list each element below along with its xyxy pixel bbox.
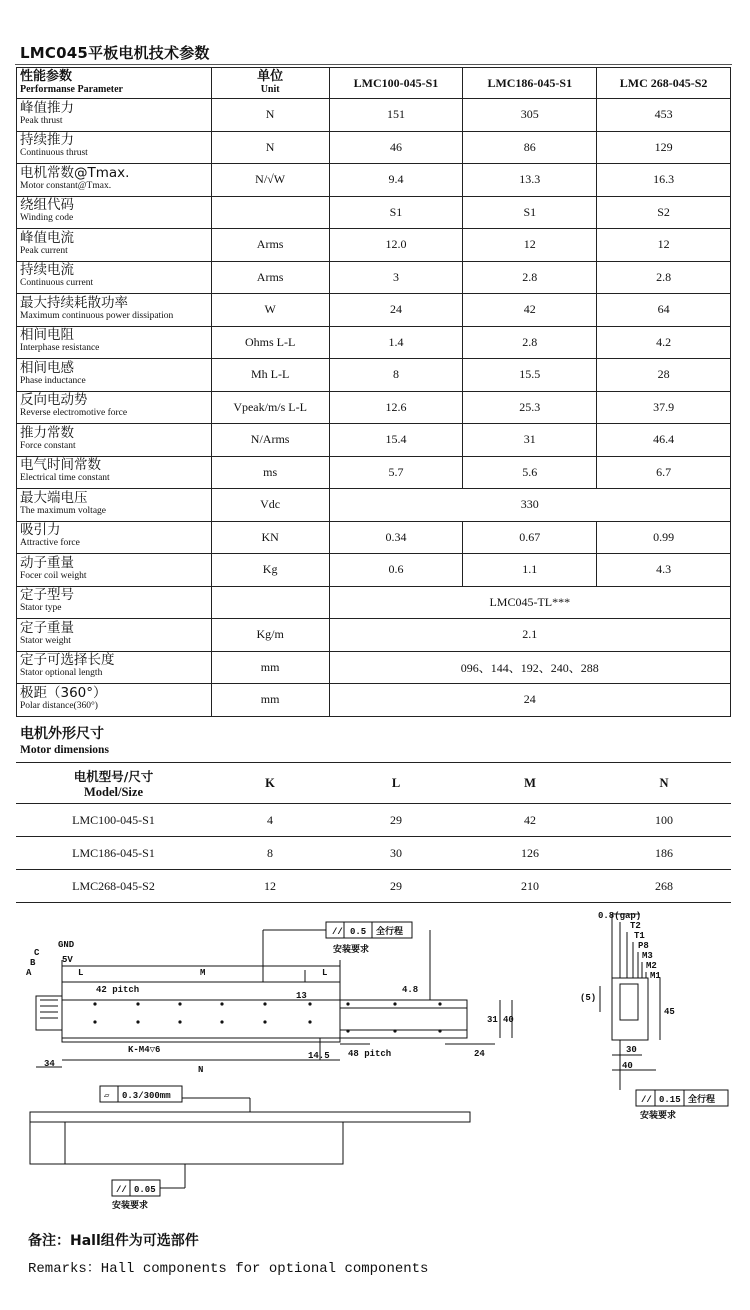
dim-N: N xyxy=(198,1065,204,1075)
spec-header-param: 性能参数 Performanse Parameter xyxy=(17,68,212,99)
dim-14-5: 14.5 xyxy=(308,1051,330,1061)
value-cell: 0.67 xyxy=(463,521,597,554)
value-cell: 2.8 xyxy=(463,326,597,359)
wire-label: GND xyxy=(58,940,75,950)
unit-cell: Vdc xyxy=(211,489,329,522)
dim-4-8: 4.8 xyxy=(402,985,419,995)
value-cell: 2.1 xyxy=(329,619,730,652)
value-cell: 12 xyxy=(597,229,731,262)
param-cell: 推力常数 Force constant xyxy=(17,424,212,457)
dim-value-cell: 186 xyxy=(597,837,731,870)
dim-24: 24 xyxy=(474,1049,485,1059)
unit-cell xyxy=(211,586,329,619)
spec-header-model: LMC 268-045-S2 xyxy=(597,68,731,99)
value-cell: S1 xyxy=(463,196,597,229)
param-cell: 吸引力 Attractive force xyxy=(17,521,212,554)
value-cell: 46 xyxy=(329,131,463,164)
km-label: K-M4▽6 xyxy=(128,1045,161,1055)
dim-value-cell: 210 xyxy=(463,870,597,903)
value-cell: 0.99 xyxy=(597,521,731,554)
unit-cell: Vpeak/m/s L-L xyxy=(211,391,329,424)
dim-value-cell: 42 xyxy=(463,804,597,837)
side-dim-5: (5) xyxy=(580,993,597,1003)
wire-label: B xyxy=(30,958,36,968)
side-dim-30: 30 xyxy=(626,1045,637,1055)
spec-row xyxy=(17,424,731,457)
unit-cell: Ohms L-L xyxy=(211,326,329,359)
value-cell: 12 xyxy=(463,229,597,262)
value-cell: 1.4 xyxy=(329,326,463,359)
value-cell: 64 xyxy=(597,294,731,327)
side-full-travel: 全行程 xyxy=(688,1095,716,1105)
value-cell: 151 xyxy=(329,99,463,132)
value-cell: 2.8 xyxy=(463,261,597,294)
value-cell: 2.8 xyxy=(597,261,731,294)
model-cell: LMC100-045-S1 xyxy=(16,804,211,837)
spec-table xyxy=(16,67,731,717)
param-cell: 持续电流 Continuous current xyxy=(17,261,212,294)
side-label: M2 xyxy=(646,961,657,971)
unit-cell: W xyxy=(211,294,329,327)
param-cell: 反向电动势 Reverse electromotive force xyxy=(17,391,212,424)
value-cell: 4.2 xyxy=(597,326,731,359)
param-cell: 定子重量 Stator weight xyxy=(17,619,212,652)
stator-outline xyxy=(62,1000,467,1038)
dim-34: 34 xyxy=(44,1059,55,1069)
side-label: P8 xyxy=(638,941,649,951)
dims-header-model: 电机型号/尺寸 Model/Size xyxy=(16,763,211,804)
side-tol-value: 0.15 xyxy=(659,1095,681,1105)
dims-header-col: M xyxy=(463,763,597,804)
side-label: T2 xyxy=(630,921,641,931)
stator-front-outline xyxy=(30,1112,470,1122)
connector-outline xyxy=(36,996,62,1030)
param-cell: 定子型号 Stator type xyxy=(17,586,212,619)
unit-cell: Arms xyxy=(211,261,329,294)
wire-label: 5V xyxy=(62,955,73,965)
unit-cell: Arms xyxy=(211,229,329,262)
value-cell: 129 xyxy=(597,131,731,164)
unit-cell: Kg/m xyxy=(211,619,329,652)
dim-value-cell: 29 xyxy=(329,870,463,903)
unit-cell: mm xyxy=(211,651,329,684)
spec-row xyxy=(17,619,731,652)
spec-row xyxy=(17,651,731,684)
unit-cell: N/√W xyxy=(211,164,329,197)
dims-row xyxy=(16,870,731,903)
pitch-42-label: 42 pitch xyxy=(96,985,140,995)
value-cell: 25.3 xyxy=(463,391,597,424)
spec-row xyxy=(17,391,731,424)
spec-row xyxy=(17,554,731,587)
value-cell: 6.7 xyxy=(597,456,731,489)
value-cell: S1 xyxy=(329,196,463,229)
dim-value-cell: 4 xyxy=(211,804,329,837)
remark-cn: 备注：Hall组件为可选部件 xyxy=(28,1233,199,1249)
page-title: LMC045平板电机技术参数 xyxy=(20,44,210,62)
spec-row xyxy=(17,586,731,619)
param-cell: 相间电阻 Interphase resistance xyxy=(17,326,212,359)
value-cell: 15.5 xyxy=(463,359,597,392)
value-cell: 1.1 xyxy=(463,554,597,587)
dims-row xyxy=(16,837,731,870)
spec-row xyxy=(17,131,731,164)
value-cell: S2 xyxy=(597,196,731,229)
value-cell: 16.3 xyxy=(597,164,731,197)
dims-header-col: K xyxy=(211,763,329,804)
value-cell: 24 xyxy=(329,294,463,327)
flat-tol-value: 0.3/300mm xyxy=(122,1091,171,1101)
dim-L-right: L xyxy=(322,968,328,978)
side-label: T1 xyxy=(634,931,645,941)
value-cell: 5.6 xyxy=(463,456,597,489)
unit-cell: KN xyxy=(211,521,329,554)
unit-cell: N/Arms xyxy=(211,424,329,457)
unit-cell: Mh L-L xyxy=(211,359,329,392)
value-cell: 0.34 xyxy=(329,521,463,554)
full-travel-label: 全行程 xyxy=(376,927,404,937)
param-cell: 动子重量 Focer coil weight xyxy=(17,554,212,587)
param-cell: 持续推力 Continuous thrust xyxy=(17,131,212,164)
spec-row xyxy=(17,294,731,327)
dim-M: M xyxy=(200,968,206,978)
value-cell: 28 xyxy=(597,359,731,392)
param-cell: 相间电感 Phase inductance xyxy=(17,359,212,392)
param-cell: 最大持续耗散功率 Maximum continuous power dissipation xyxy=(17,294,212,327)
dims-row xyxy=(16,804,731,837)
spec-header-row xyxy=(17,68,731,99)
spec-row xyxy=(17,196,731,229)
value-cell: 31 xyxy=(463,424,597,457)
param-cell: 极距（360°） Polar distance(360°) xyxy=(17,684,212,717)
spec-row xyxy=(17,489,731,522)
value-cell: 15.4 xyxy=(329,424,463,457)
par-005-value: 0.05 xyxy=(134,1185,156,1195)
value-cell: 12.0 xyxy=(329,229,463,262)
unit-cell: N xyxy=(211,131,329,164)
dim-value-cell: 12 xyxy=(211,870,329,903)
dim-31: 31 xyxy=(487,1015,498,1025)
flat-symbol: ▱ xyxy=(104,1091,110,1101)
param-cell: 定子可选择长度 Stator optional length xyxy=(17,651,212,684)
motor-drawing xyxy=(0,900,750,1220)
dim-value-cell: 100 xyxy=(597,804,731,837)
model-cell: LMC186-045-S1 xyxy=(16,837,211,870)
dim-L-left: L xyxy=(78,968,84,978)
value-cell: LMC045-TL*** xyxy=(329,586,730,619)
dim-40: 40 xyxy=(503,1015,514,1025)
value-cell: 3 xyxy=(329,261,463,294)
unit-cell: Kg xyxy=(211,554,329,587)
side-label: M1 xyxy=(650,971,661,981)
param-cell: 峰值推力 Peak thrust xyxy=(17,99,212,132)
unit-cell xyxy=(211,196,329,229)
param-cell: 峰值电流 Peak current xyxy=(17,229,212,262)
dim-13: 13 xyxy=(296,991,307,1001)
dim-value-cell: 126 xyxy=(463,837,597,870)
side-gap-label: 0.8(gap) xyxy=(598,911,642,921)
wire-label: A xyxy=(26,968,32,978)
value-cell: 86 xyxy=(463,131,597,164)
value-cell: 46.4 xyxy=(597,424,731,457)
tol-value-top: 0.5 xyxy=(350,927,367,937)
value-cell: 37.9 xyxy=(597,391,731,424)
dim-value-cell: 8 xyxy=(211,837,329,870)
value-cell: 24 xyxy=(329,684,730,717)
spec-row xyxy=(17,164,731,197)
value-cell: 4.3 xyxy=(597,554,731,587)
spec-row xyxy=(17,261,731,294)
side-label: M3 xyxy=(642,951,653,961)
install-req-label: 安装要求 xyxy=(333,945,370,955)
dims-header-col: N xyxy=(597,763,731,804)
value-cell: 12.6 xyxy=(329,391,463,424)
param-cell: 最大端电压 The maximum voltage xyxy=(17,489,212,522)
spec-row xyxy=(17,684,731,717)
tol-symbol: // xyxy=(116,1185,127,1195)
param-cell: 电气时间常数 Electrical time constant xyxy=(17,456,212,489)
dim-value-cell: 29 xyxy=(329,804,463,837)
dim-value-cell: 30 xyxy=(329,837,463,870)
unit-cell: N xyxy=(211,99,329,132)
dims-table xyxy=(16,762,731,903)
spec-header-model: LMC100-045-S1 xyxy=(329,68,463,99)
spec-row xyxy=(17,229,731,262)
dims-section-title: 电机外形尺寸 Motor dimensions xyxy=(20,726,109,756)
value-cell: 305 xyxy=(463,99,597,132)
value-cell: 096、144、192、240、288 xyxy=(329,651,730,684)
spec-header-model: LMC186-045-S1 xyxy=(463,68,597,99)
tol-symbol: // xyxy=(641,1095,652,1105)
side-dim-40: 40 xyxy=(622,1061,633,1071)
value-cell: 0.6 xyxy=(329,554,463,587)
dims-header-col: L xyxy=(329,763,463,804)
side-dim-45: 45 xyxy=(664,1007,675,1017)
unit-cell: ms xyxy=(211,456,329,489)
front-install-req: 安装要求 xyxy=(112,1201,149,1211)
unit-cell: mm xyxy=(211,684,329,717)
coil-front-outline xyxy=(65,1122,343,1164)
pitch-48-label: 48 pitch xyxy=(348,1049,392,1059)
title-divider xyxy=(15,64,732,65)
wire-label: C xyxy=(34,948,40,958)
tol-symbol: // xyxy=(332,927,343,937)
dims-header-row xyxy=(16,763,731,804)
spec-header-unit: 单位 Unit xyxy=(211,68,329,99)
value-cell: 8 xyxy=(329,359,463,392)
value-cell: 42 xyxy=(463,294,597,327)
model-cell: LMC268-045-S2 xyxy=(16,870,211,903)
spec-row xyxy=(17,359,731,392)
spec-row xyxy=(17,326,731,359)
remark-en: Remarks：Hall components for optional components xyxy=(28,1261,429,1277)
spec-row xyxy=(17,456,731,489)
side-install-req: 安装要求 xyxy=(640,1111,677,1121)
side-view-outline xyxy=(612,978,648,1040)
param-cell: 电机常数@Tmax. Motor constant@Tmax. xyxy=(17,164,212,197)
param-cell: 绕组代码 Winding code xyxy=(17,196,212,229)
spec-row xyxy=(17,521,731,554)
value-cell: 9.4 xyxy=(329,164,463,197)
dim-value-cell: 268 xyxy=(597,870,731,903)
value-cell: 330 xyxy=(329,489,730,522)
value-cell: 13.3 xyxy=(463,164,597,197)
spec-row xyxy=(17,99,731,132)
value-cell: 453 xyxy=(597,99,731,132)
value-cell: 5.7 xyxy=(329,456,463,489)
